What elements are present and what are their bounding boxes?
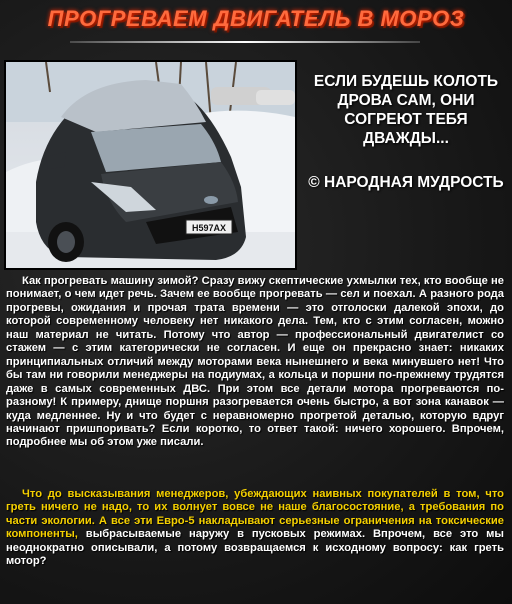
highlighted-text: Что до высказывания менеджеров, убеждающих наивных покупателей в том, что греть ничего не надо, то их волнует вовсе не наше благосостояние, а требования по части экологии. А все эти Евро-5 накладывают серьезные ограничения на токсические компоненты, xyxy=(6,488,504,541)
article-tail-paragraph xyxy=(6,488,504,569)
quote-attribution: © НАРОДНАЯ МУДРОСТЬ xyxy=(308,174,504,191)
license-plate: Н597АХ xyxy=(191,223,227,233)
page-title: ПРОГРЕВАЕМ ДВИГАТЕЛЬ В МОРОЗ xyxy=(47,6,465,31)
car-photo xyxy=(4,60,297,270)
title-underline xyxy=(70,41,420,43)
tail-rest-text: выбрасываемые наружу в пусковых режимах. Впрочем, все это мы неоднократно описывали, а потому возвращаемся к исходному вопросу: как греть мотор? xyxy=(6,528,504,568)
quote-text: ЕСЛИ БУДЕШЬ КОЛОТЬ ДРОВА САМ, ОНИ СОГРЕЮТ ТЕБЯ ДВАЖДЫ... xyxy=(313,73,499,147)
article-body-paragraph: Как прогревать машину зимой? Сразу вижу скептические ухмылки тех, кто вообще не понимает, о чем идет речь. Зачем ее вообще прогревать — сел и поехал. А разного рода прогревы, ожидания и прочая трата времени — это отголоски далекой эпохи, до которой современному человеку нет никакого дела. Тем, кто с этим согласен, можно наш материал не читать. Потому что автор — профессиональный двигателист со стажем — с этим категорически не согласен. И еще он прекрасно знает: никаких принципиальных отличий между моторами века нынешнего и века минувшего нет! Что бы там ни говорили менеджеры на подиумах, а кольца и поршни по-прежнему трудятся даже в самых современных ДВС. При этом все детали мотора прогреваются по-разному! К примеру, днище поршня разогревается очень быстро, а вот зона канавок — куда медленнее. Ну и что будет с неравномерно прогретой деталью, которую вдруг начинают пришпоривать? Если коротко, то ответ такой: ничего хорошего. Впрочем, подробнее мы об этом уже писали. xyxy=(6,275,504,449)
